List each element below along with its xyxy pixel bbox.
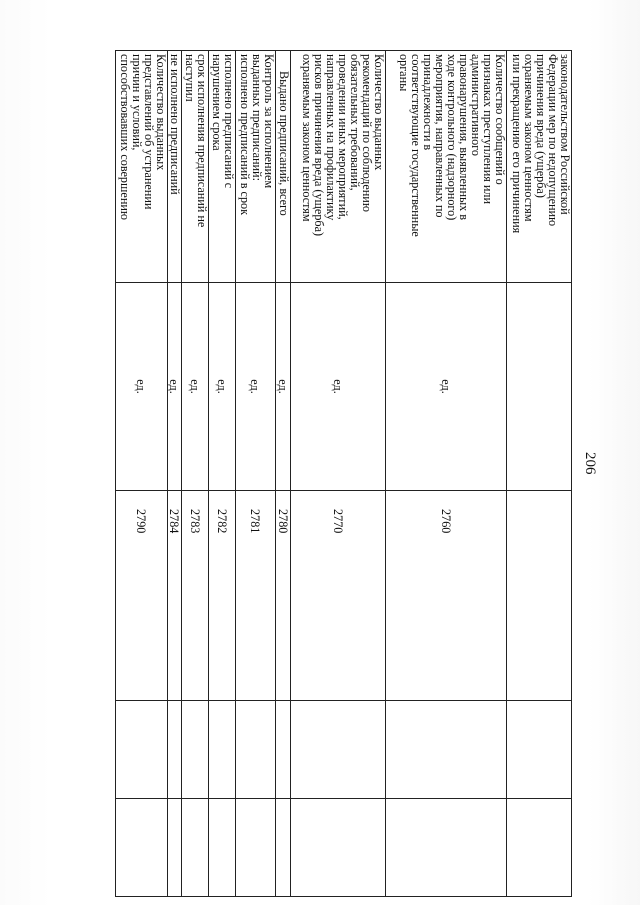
unit-cell (507, 283, 572, 491)
indicator-cell: Количество выданных рекомендаций по соблюдению обязательных требований, проведении иных мероприятий, направленных на профилактику рисков причинения вреда (ущерба) охраняемым законом ценностям (291, 51, 386, 283)
code-cell: 2781 (236, 491, 276, 701)
statistics-table (115, 50, 572, 897)
unit-cell: ед. (116, 283, 168, 491)
value-cell (236, 701, 276, 799)
value-cell (168, 799, 182, 897)
indicator-cell: Количество выданных представлений об устранении причин и условий, способствовавших совершению (116, 51, 168, 283)
indicator-cell: не исполнено предписаний (168, 51, 182, 283)
page-number: 206 (582, 452, 598, 475)
table-row (168, 51, 182, 897)
code-cell (507, 491, 572, 701)
indicator-cell: исполнено предписаний с нарушением срока (209, 51, 236, 283)
code-cell: 2782 (209, 491, 236, 701)
indicator-cell: срок исполнения предписаний не наступил (182, 51, 209, 283)
unit-cell: ед. (168, 283, 182, 491)
value-cell (182, 799, 209, 897)
table-row (276, 51, 291, 897)
unit-cell: ед. (386, 283, 507, 491)
value-cell (116, 799, 168, 897)
table-row (386, 51, 507, 897)
value-cell (291, 701, 386, 799)
table-row (507, 51, 572, 897)
indicator-cell: Количество сообщений о признаках преступления или административного правонарушения, выявленных в ходе контрольного (надзорного) мероприятия, направленных по принадлежности в соответствующие государственные органы (386, 51, 507, 283)
table-row (116, 51, 168, 897)
code-cell: 2783 (182, 491, 209, 701)
code-cell: 2780 (276, 491, 291, 701)
indicator-cell: Выдано предписаний, всего (276, 51, 291, 283)
value-cell (386, 799, 507, 897)
unit-cell: ед. (276, 283, 291, 491)
table-row (209, 51, 236, 897)
table-row (182, 51, 209, 897)
value-cell (236, 799, 276, 897)
table-row (291, 51, 386, 897)
value-cell (182, 701, 209, 799)
table-row (236, 51, 276, 897)
value-cell (386, 701, 507, 799)
unit-cell: ед. (209, 283, 236, 491)
value-cell (168, 701, 182, 799)
indicator-cell: законодательством Российской Федерации мер по недопущению причинения вреда (ущерба) охраняемым законом ценностям или прекращению его причинения (507, 51, 572, 283)
value-cell (507, 799, 572, 897)
unit-cell: ед. (182, 283, 209, 491)
code-cell: 2760 (386, 491, 507, 701)
code-cell: 2770 (291, 491, 386, 701)
value-cell (276, 701, 291, 799)
code-cell: 2784 (168, 491, 182, 701)
value-cell (507, 701, 572, 799)
code-cell: 2790 (116, 491, 168, 701)
value-cell (209, 799, 236, 897)
unit-cell: ед. (236, 283, 276, 491)
value-cell (291, 799, 386, 897)
value-cell (276, 799, 291, 897)
value-cell (209, 701, 236, 799)
unit-cell: ед. (291, 283, 386, 491)
value-cell (116, 701, 168, 799)
indicator-cell: Контроль за исполнением выданных предписаний: исполнено предписаний в срок (236, 51, 276, 283)
